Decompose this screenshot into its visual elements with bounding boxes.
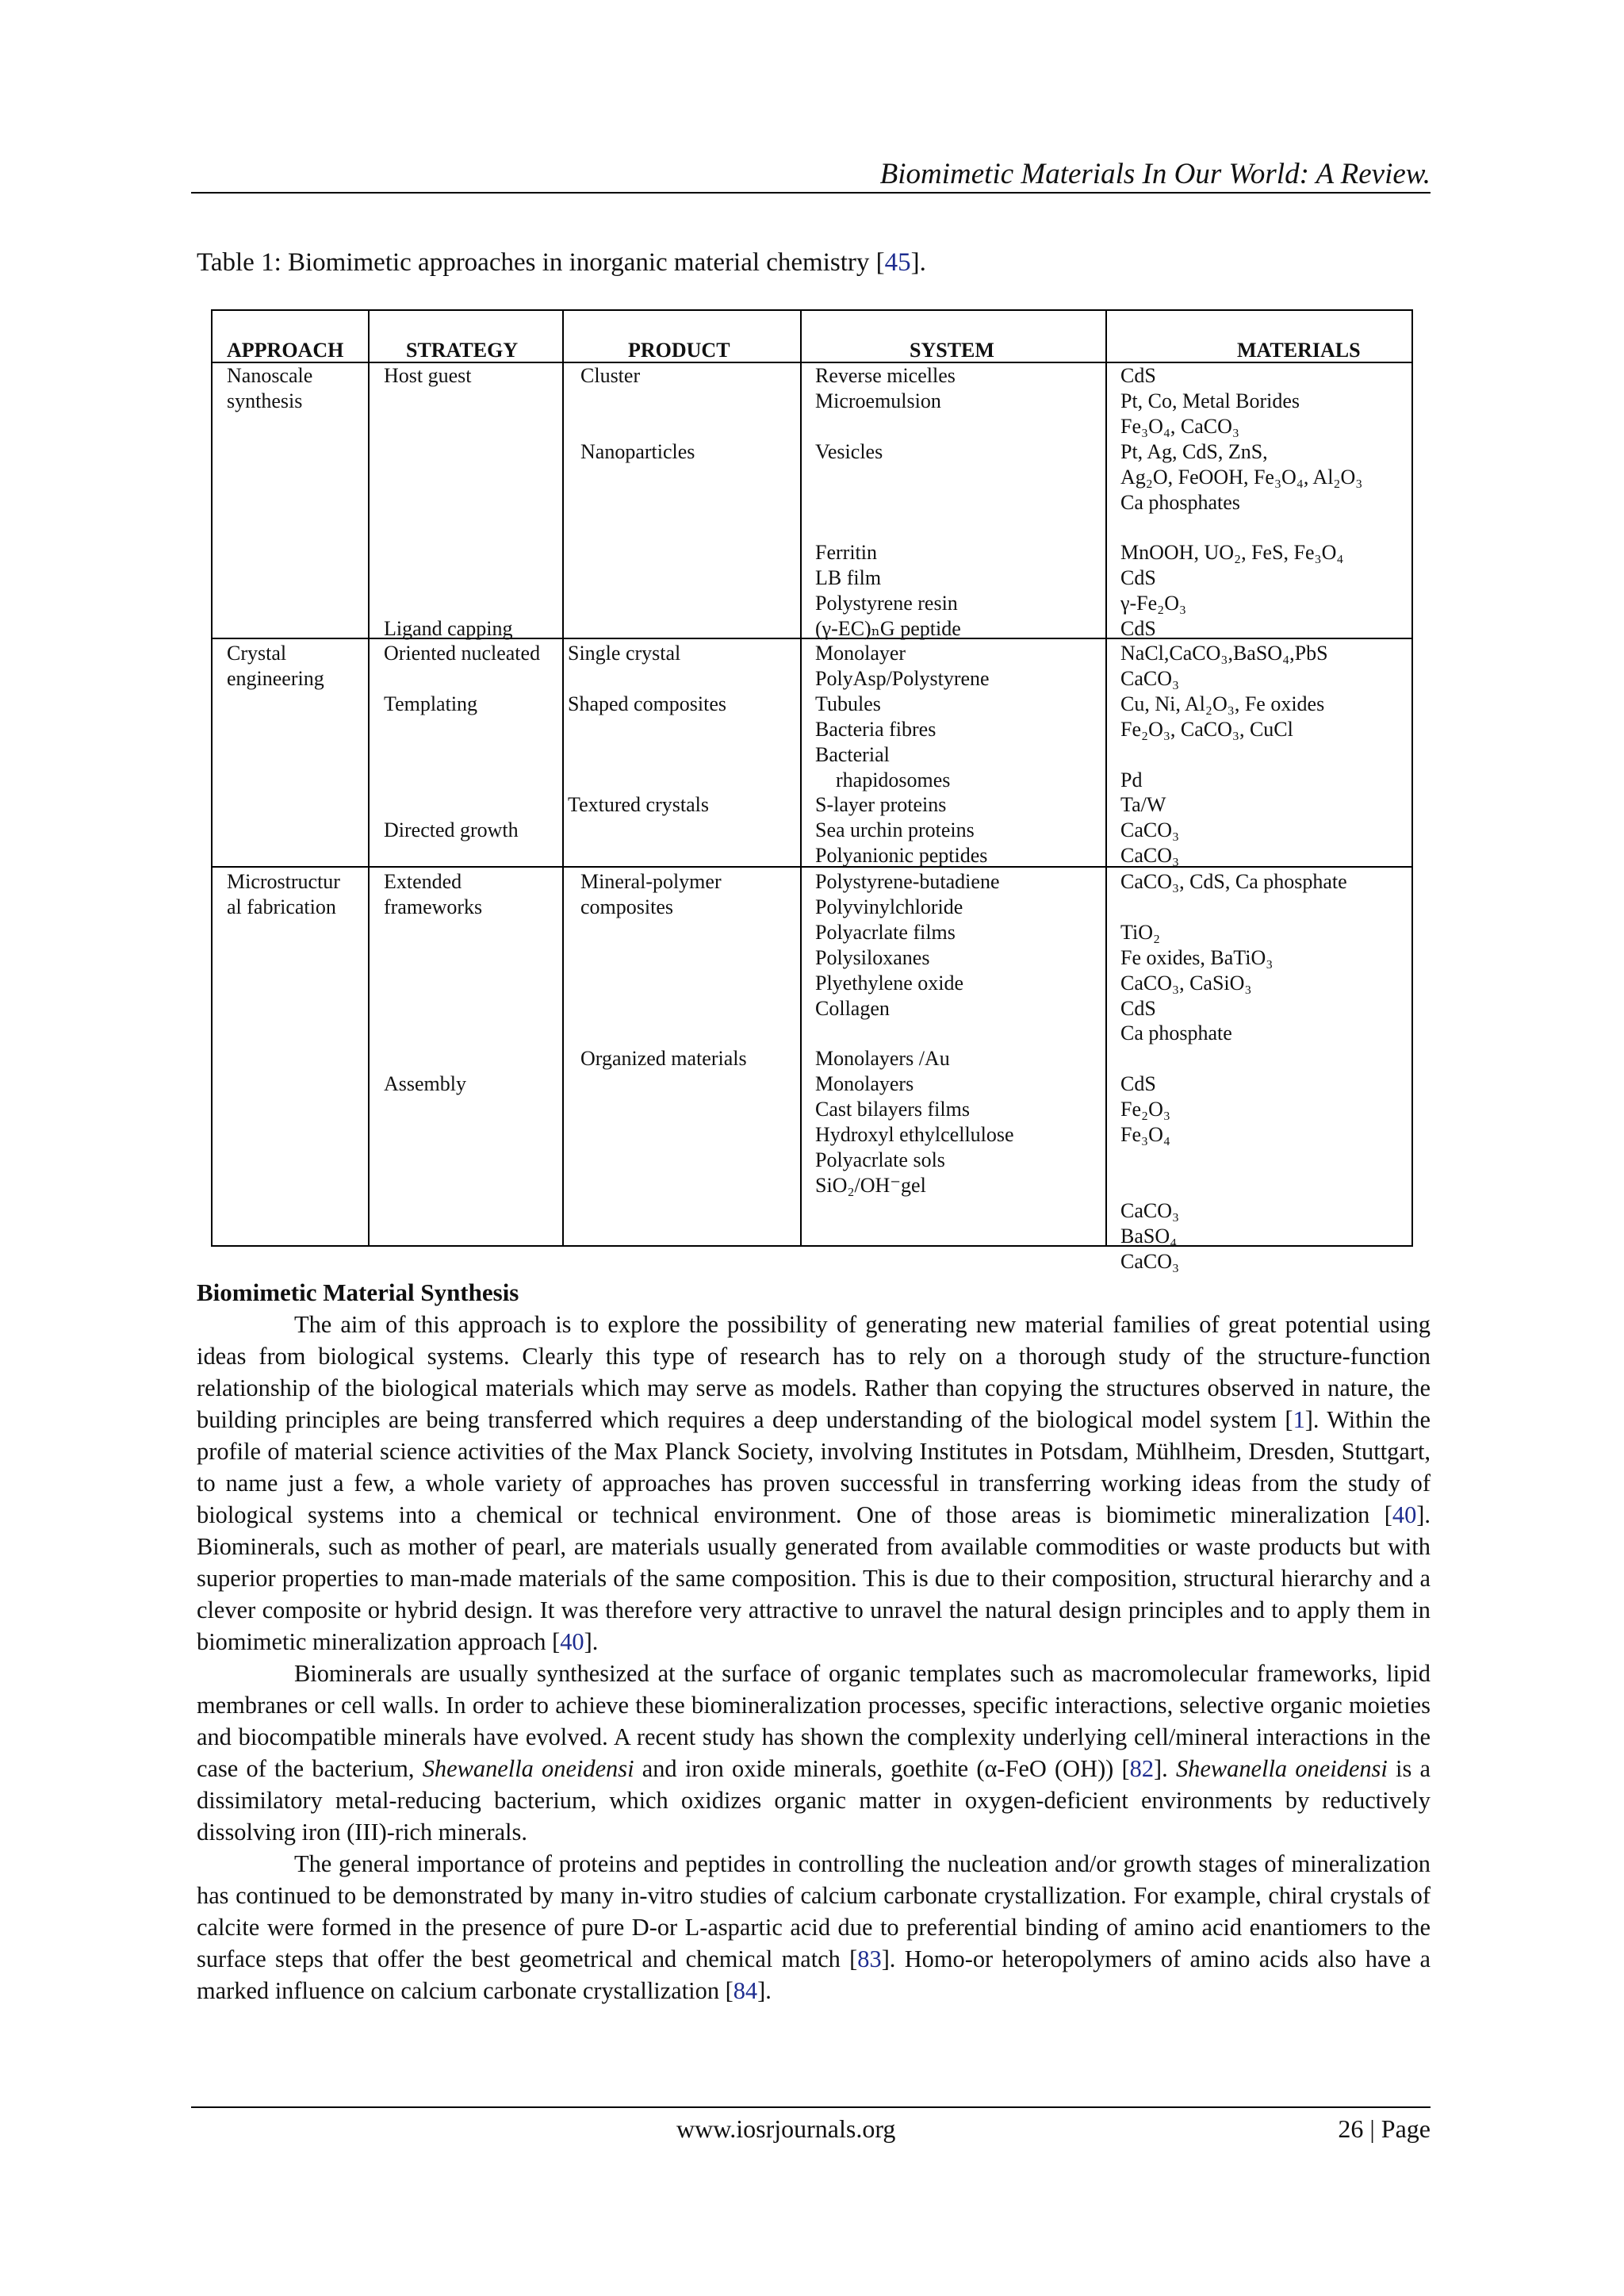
cell-system: Monolayer PolyAsp/Polystyrene Tubules Bacteria fibres Bacterial rhapidosomes S-layer proteins Sea urchin proteins Polyanionic peptides xyxy=(815,642,990,868)
citation-link[interactable]: 84 xyxy=(733,1977,758,2004)
page-number: 26 | Page xyxy=(1338,2114,1431,2143)
citation-link[interactable]: 83 xyxy=(857,1945,882,1972)
cell-system: Reverse micelles Microemulsion Vesicles Ferritin LB film Polystyrene resin (γ-EC)ₙG peptide xyxy=(815,364,961,641)
cell-materials: NaCl,CaCO₃,BaSO₄,PbS CaCO₃ Cu, Ni, Al₂O₃, Fe oxides Fe₂O₃, CaCO₃, CuCl Pd Ta/W CaCO₃ CaCO₃ xyxy=(1120,642,1328,868)
cell-product: Single crystal Shaped composites Textured crystals xyxy=(568,642,727,817)
cell-approach: Microstructur al fabrication xyxy=(227,870,340,918)
column-divider xyxy=(562,311,564,1245)
column-header-strategy: STRATEGY xyxy=(406,339,519,362)
cell-strategy: Oriented nucleated Templating Directed growth xyxy=(384,642,541,842)
cell-approach: Nanoscale synthesis xyxy=(227,364,313,412)
cell-strategy: Extended frameworks Assembly xyxy=(384,870,483,1096)
column-header-product: PRODUCT xyxy=(628,339,730,362)
column-header-approach: APPROACH xyxy=(227,339,344,362)
cell-approach: Crystal engineering xyxy=(227,642,324,690)
paragraph: The general importance of proteins and peptides in controlling the nucleation and/or growth stages of mineralization has continued to be demonstrated by many in-vitro studies of calcium carbonate crystallization. For example, chiral crystals of calcite were formed in the presence of pure D-or L-aspartic acid due to preferential binding of amino acid enantiomers to the surface steps that offer the best geometrical and chemical match [83]. Homo-or heteropolymers of amino acids also have a marked influence on calcium carbonate crystallization [84]. xyxy=(197,1850,1431,2004)
paragraph: The aim of this approach is to explore the possibility of generating new material families of great potential using ideas from biological systems. Clearly this type of research has to rely on a thorough study of the structure-function relationship of the biological materials which may serve as models. Rather than copying the structures observed in nature, the building principles are being transferred which requires a deep understanding of the biological model system [1]. Within the profile of material science activities of the Max Planck Society, involving Institutes in Potsdam, Mühlheim, Dresden, Stuttgart, to name just a few, a whole variety of approaches has proven successful in transferring working ideas from the study of biological systems into a chemical or technical environment. One of those areas is biomimetic mineralization [40]. Biominerals, such as mother of pearl, are materials usually generated from available commodities or waste products but with superior properties to man-made materials of the same composition. This is due to their composition, structural hierarchy and a clever composite or hybrid design. It was therefore very attractive to unravel the natural design principles and to apply them in biomimetic mineralization approach [40]. xyxy=(197,1311,1431,1655)
cell-materials: CaCO₃, CdS, Ca phosphate TiO₂ Fe oxides, BaTiO₃ CaCO₃, CaSiO₃ CdS Ca phosphate CdS Fe₂O₃ Fe₃O₄ CaCO₃ BaSO₄ CaCO₃ xyxy=(1120,870,1347,1273)
table-caption: Table 1: Biomimetic approaches in inorganic material chemistry [45]. xyxy=(197,248,926,277)
biomimetic-approaches-table xyxy=(211,309,1413,1273)
footer-rule xyxy=(191,2106,1431,2108)
running-header: Biomimetic Materials In Our World: A Review. xyxy=(879,158,1431,190)
citation-link[interactable]: 82 xyxy=(1129,1755,1155,1782)
section-heading: Biomimetic Material Synthesis xyxy=(197,1278,519,1306)
cell-materials: CdS Pt, Co, Metal Borides Fe₃O₄, CaCO₃ Pt, Ag, CdS, ZnS, Ag₂O, FeOOH, Fe₃O₄, Al₂O₃ Ca phosphates MnOOH, UO₂, FeS, Fe₃O₄ CdS γ-Fe₂O₃ CdS xyxy=(1120,364,1363,641)
cell-strategy: Host guest Ligand capping xyxy=(384,364,513,641)
species-name: Shewanella oneidensi xyxy=(1175,1755,1388,1782)
cell-product: Mineral-polymer composites Organized materials xyxy=(580,870,747,1071)
species-name: Shewanella oneidensi xyxy=(422,1755,634,1782)
citation-link[interactable]: 1 xyxy=(1293,1406,1305,1433)
cell-system: Polystyrene-butadiene Polyvinylchloride Polyacrlate films Polysiloxanes Plyethylene oxide Collagen Monolayers /Au Monolayers Cast bilayers films Hydroxyl ethylcellulose Polyacrlate sols SiO₂/OH⁻gel xyxy=(815,870,1014,1197)
footer-url[interactable]: www.iosrjournals.org xyxy=(676,2114,896,2143)
cell-product: Cluster Nanoparticles xyxy=(580,364,695,463)
citation-link[interactable]: 40 xyxy=(1392,1501,1417,1528)
citation-link[interactable]: 45 xyxy=(884,248,911,277)
column-divider xyxy=(1105,311,1107,1245)
column-divider xyxy=(368,311,370,1245)
main-text xyxy=(197,1277,1431,2007)
column-header-system: SYSTEM xyxy=(910,339,994,362)
column-header-materials: MATERIALS xyxy=(1237,339,1361,362)
paragraph: Biominerals are usually synthesized at the surface of organic templates such as macromolecular frameworks, lipid membranes or cell walls. In order to achieve these biomineralization processes, specific interactions, selective organic moieties and biocompatible minerals have evolved. A recent study has shown the complexity underlying cell/mineral interactions in the case of the bacterium, Shewanella oneidensi and iron oxide minerals, goethite (α-FeO (OH)) [82]. Shewanella oneidensi is a dissimilatory metal-reducing bacterium, which oxidizes organic matter in oxygen-deficient environments by reductively dissolving iron (III)-rich minerals. xyxy=(197,1660,1431,1846)
citation-link[interactable]: 40 xyxy=(560,1628,584,1655)
column-divider xyxy=(800,311,802,1245)
header-rule xyxy=(191,192,1431,194)
